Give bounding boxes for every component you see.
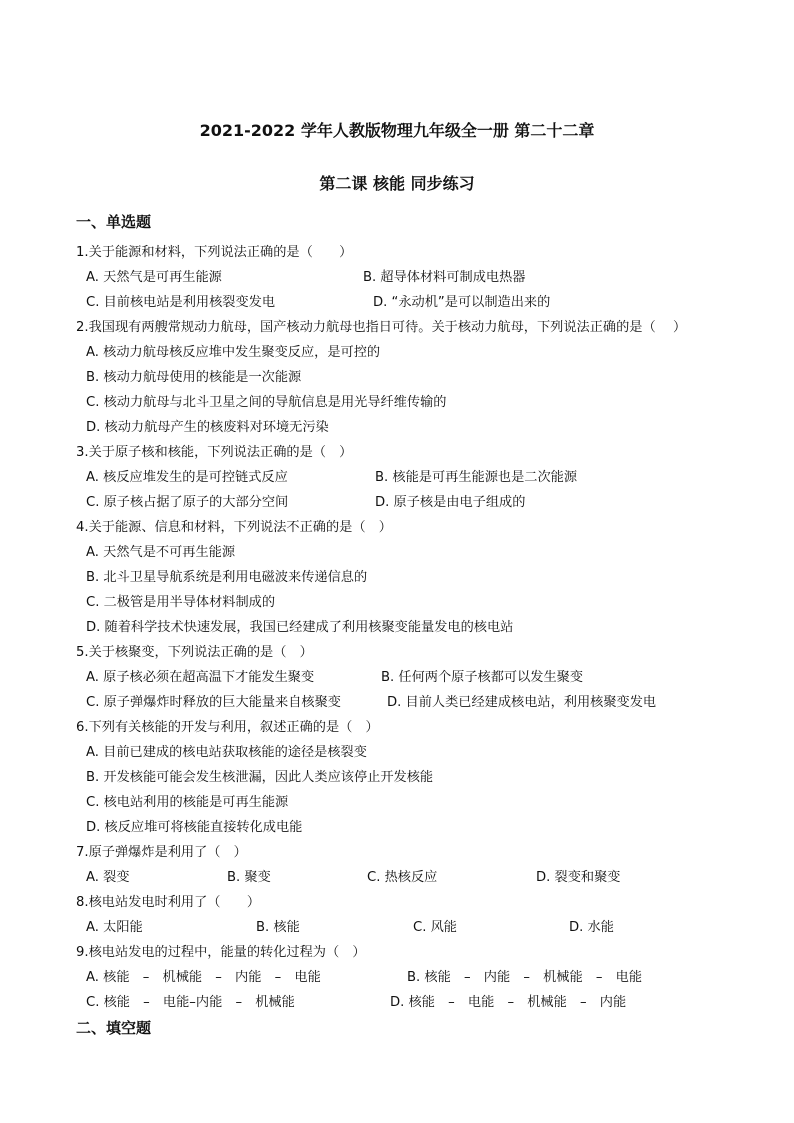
option: A. 目前已建成的核电站获取核能的途径是核裂变 bbox=[86, 745, 367, 760]
question-stem: 8.核电站发电时利用了（ ） bbox=[76, 895, 261, 910]
option: D. “永动机”是可以制造出来的 bbox=[373, 295, 551, 310]
option: C. 核能 – 电能–内能 – 机械能 bbox=[86, 995, 295, 1010]
option: D. 核能 – 电能 – 机械能 – 内能 bbox=[390, 995, 627, 1010]
option: C. 目前核电站是利用核裂变发电 bbox=[86, 295, 276, 310]
option: A. 核动力航母核反应堆中发生聚变反应，是可控的 bbox=[86, 345, 381, 360]
question-stem: 7.原子弹爆炸是利用了（ ） bbox=[76, 845, 247, 860]
question-stem: 9.核电站发电的过程中，能量的转化过程为（ ） bbox=[76, 945, 366, 960]
option: C. 原子弹爆炸时释放的巨大能量来自核聚变 bbox=[86, 695, 341, 710]
option: B. 核能是可再生能源也是二次能源 bbox=[375, 470, 578, 485]
option: B. 开发核能可能会发生核泄漏，因此人类应该停止开发核能 bbox=[86, 770, 434, 785]
option: A. 天然气是不可再生能源 bbox=[86, 545, 236, 560]
page-title: 2021-2022 学年人教版物理九年级全一册 第二十二章 bbox=[199, 121, 595, 140]
question-stem: 1.关于能源和材料，下列说法正确的是（ ） bbox=[76, 245, 353, 260]
option: B. 任何两个原子核都可以发生聚变 bbox=[381, 670, 584, 685]
option: C. 原子核占据了原子的大部分空间 bbox=[86, 495, 289, 510]
option: A. 裂变 bbox=[86, 870, 130, 885]
section-heading-single-choice: 一、单选题 bbox=[76, 213, 152, 231]
question-stem: 5.关于核聚变，下列说法正确的是（ ） bbox=[76, 645, 313, 660]
option: B. 核能 bbox=[256, 920, 300, 935]
option: D. 裂变和聚变 bbox=[536, 870, 621, 885]
option: B. 北斗卫星导航系统是利用电磁波来传递信息的 bbox=[86, 570, 368, 585]
option: D. 核反应堆可将核能直接转化成电能 bbox=[86, 820, 303, 835]
option: B. 核动力航母使用的核能是一次能源 bbox=[86, 370, 302, 385]
option: D. 目前人类已经建成核电站，利用核聚变发电 bbox=[387, 695, 657, 710]
section-heading-fill-blank: 二、填空题 bbox=[76, 1019, 152, 1037]
option: B. 聚变 bbox=[227, 870, 271, 885]
option: A. 天然气是可再生能源 bbox=[86, 270, 222, 285]
option: C. 核动力航母与北斗卫星之间的导航信息是用光导纤维传输的 bbox=[86, 395, 447, 410]
option: C. 热核反应 bbox=[367, 870, 438, 885]
option: D. 水能 bbox=[569, 920, 614, 935]
option: B. 超导体材料可制成电热器 bbox=[363, 270, 526, 285]
option: A. 原子核必须在超高温下才能发生聚变 bbox=[86, 670, 315, 685]
question-stem: 3.关于原子核和核能，下列说法正确的是（ ） bbox=[76, 445, 353, 460]
option: D. 原子核是由电子组成的 bbox=[375, 495, 526, 510]
option: D. 随着科学技术快速发展，我国已经建成了利用核聚变能量发电的核电站 bbox=[86, 620, 514, 635]
option: C. 核电站利用的核能是可再生能源 bbox=[86, 795, 289, 810]
option: A. 核能 – 机械能 – 内能 – 电能 bbox=[86, 970, 321, 985]
option: A. 太阳能 bbox=[86, 920, 143, 935]
option: C. 二极管是用半导体材料制成的 bbox=[86, 595, 276, 610]
question-stem: 6.下列有关核能的开发与利用，叙述正确的是（ ） bbox=[76, 720, 379, 735]
option: D. 核动力航母产生的核废料对环境无污染 bbox=[86, 420, 329, 435]
question-stem: 4.关于能源、信息和材料，下列说法不正确的是（ ） bbox=[76, 520, 392, 535]
option: B. 核能 – 内能 – 机械能 – 电能 bbox=[407, 970, 643, 985]
question-stem: 2.我国现有两艘常规动力航母，国产核动力航母也指日可待。关于核动力航母，下列说法正确的是（ ） bbox=[76, 320, 687, 335]
page-subtitle: 第二课 核能 同步练习 bbox=[319, 174, 475, 193]
option: C. 风能 bbox=[413, 920, 457, 935]
option: A. 核反应堆发生的是可控链式反应 bbox=[86, 470, 288, 485]
